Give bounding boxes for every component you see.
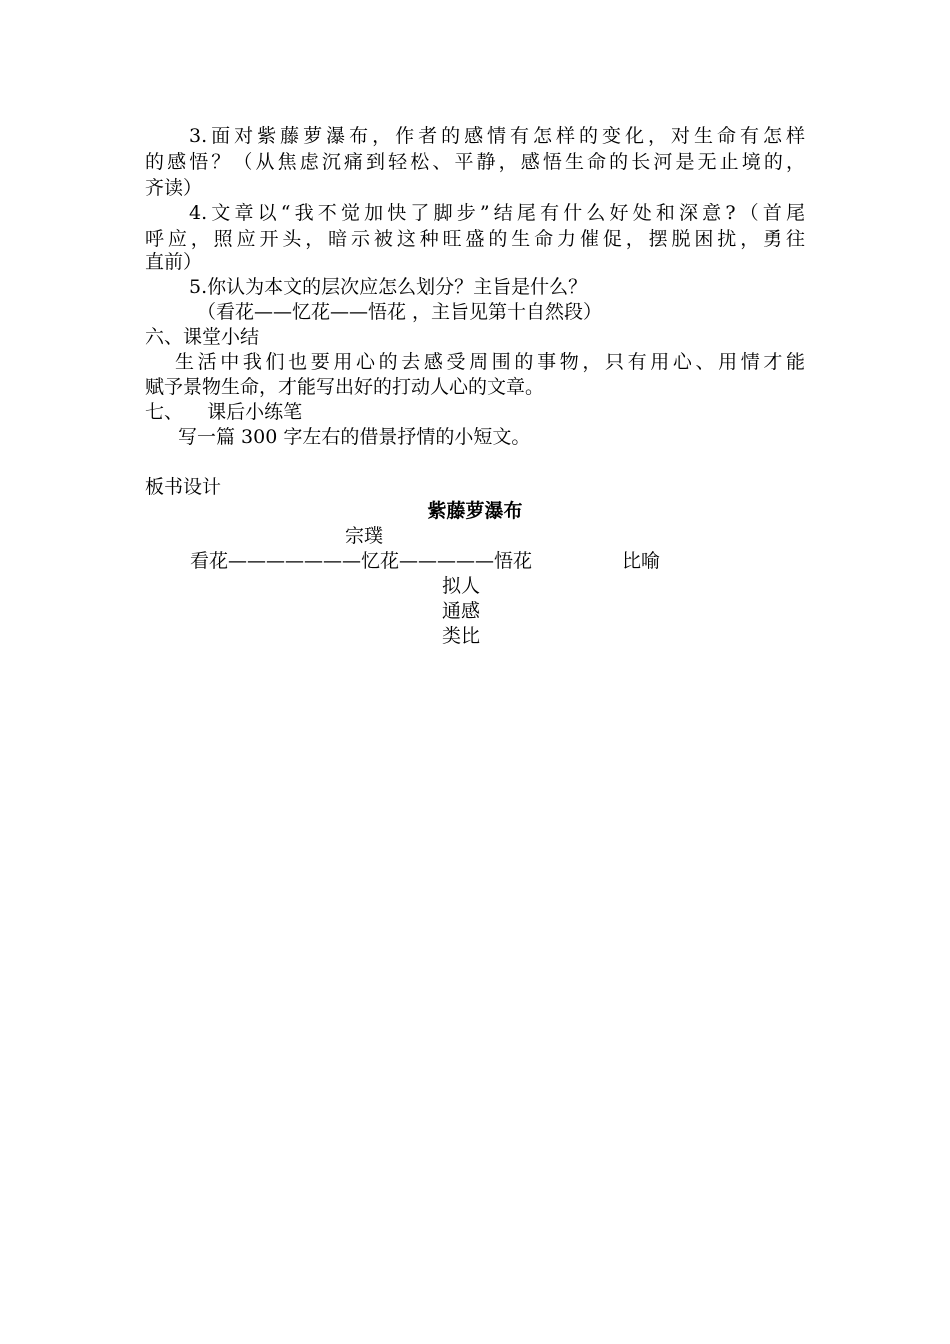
q4-line-2: 呼应，照应开头，暗示被这种旺盛的生命力催促，摆脱困扰，勇往 xyxy=(145,228,805,250)
board-technique-1: 比喻 xyxy=(622,550,661,572)
q3-line-2: 的感悟？（从焦虑沉痛到轻松、平静，感悟生命的长河是无止境的， xyxy=(145,151,805,173)
board-design-label: 板书设计 xyxy=(145,476,222,498)
section-6-heading: 六、课堂小结 xyxy=(145,326,260,348)
q3-line-1: 3.面对紫藤萝瀑布，作者的感情有怎样的变化，对生命有怎样 xyxy=(189,125,805,147)
board-flow: 看花———————忆花—————悟花 xyxy=(190,550,533,572)
q5-line: 5.你认为本文的层次应怎么划分？主旨是什么？ xyxy=(189,276,588,298)
q3-line-3: 齐读） xyxy=(145,177,203,199)
q5-answer: （看花——忆花——悟花 ，主旨见第十自然段） xyxy=(197,301,603,323)
board-technique-2: 拟人 xyxy=(442,575,481,597)
board-title: 紫藤萝瀑布 xyxy=(427,500,523,522)
q4-line-1: 4.文章以“我不觉加快了脚步”结尾有什么好处和深意?（首尾 xyxy=(189,202,805,224)
q4-line-3: 直前） xyxy=(145,251,203,273)
section-7-heading: 七、 课后小练笔 xyxy=(145,401,303,423)
section-7-body: 写一篇 300 字左右的借景抒情的小短文。 xyxy=(178,426,531,448)
board-author: 宗璞 xyxy=(345,525,384,547)
section-6-line-1: 生活中我们也要用心的去感受周围的事物，只有用心、用情才能 xyxy=(175,351,805,373)
board-technique-3: 通感 xyxy=(442,600,481,622)
board-technique-4: 类比 xyxy=(442,625,481,647)
section-6-line-2: 赋予景物生命，才能写出好的打动人心的文章。 xyxy=(145,376,545,398)
